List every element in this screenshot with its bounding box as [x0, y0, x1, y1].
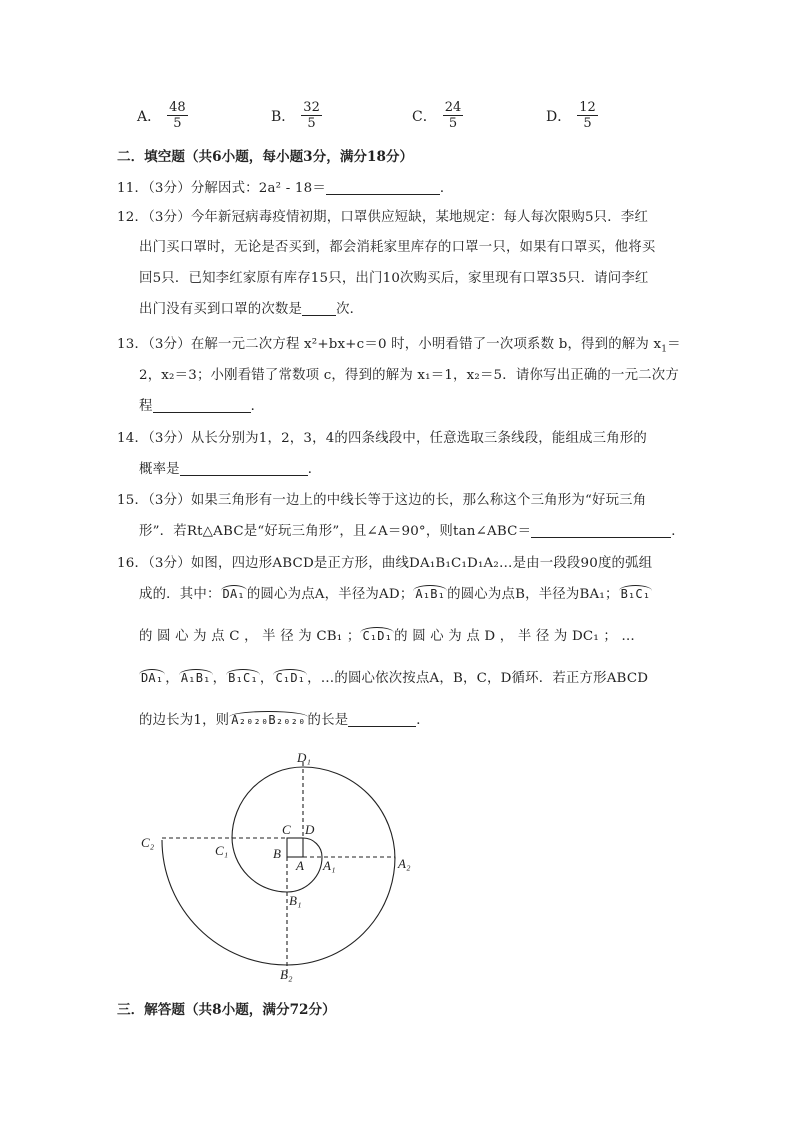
square-abcd — [287, 838, 303, 857]
section-3-title: 三．解答题（共8小题，满分72分） — [117, 1002, 336, 1018]
q12-line-3: 回5只．已知李红家原有库存15只，出门10次购买后，家里现有口罩35只．请问李红 — [139, 271, 649, 286]
numerator: 12 — [579, 100, 596, 115]
q16-answer-blank[interactable] — [348, 712, 416, 727]
option-letter: A． — [137, 108, 162, 125]
option-c[interactable] — [412, 100, 463, 131]
q12-line-2: 出门买口罩时，无论是否买到，都会消耗家里库存的口罩一只，如果有口罩买，他将买 — [139, 240, 656, 255]
q15-answer-blank[interactable] — [531, 523, 671, 538]
label-a1: A₁ — [323, 858, 336, 873]
q13-text-b: ＝ — [667, 337, 681, 352]
arc-list-item: A₁B₁ — [180, 671, 211, 685]
denominator: 5 — [448, 116, 458, 131]
numerator: 32 — [303, 100, 320, 115]
arc-c1-d1 — [232, 767, 303, 838]
q14-end: ． — [307, 462, 322, 477]
option-a[interactable] — [137, 100, 188, 131]
denominator: 5 — [583, 116, 592, 131]
q14-line-1: 14．（3分）从长分别为1，2，3，4的四条线段中，任意选取三条线段，能组成三角形的 — [117, 431, 648, 446]
q13-line-2: 2，x₂＝3；小刚看错了常数项 c，得到的解为 x₁＝1，x₂＝5．请你写出正确的一元二次方 — [139, 368, 679, 383]
q13-sub: 1 — [661, 344, 668, 355]
q15-line-2 — [139, 520, 685, 539]
q16-line-4: DA₁ ， A₁B₁ ， B₁C₁ ， C₁D₁ ，…的圆心依次按点A，B，C，D循环．若正方形ABCD — [141, 671, 649, 686]
arc-a2-b2 — [287, 857, 395, 965]
q16-end: ． — [416, 713, 430, 728]
arc-c1d1: C₁D₁ — [362, 629, 393, 643]
label-c: C — [282, 822, 291, 837]
q15-line-1: 15．（3分）如果三角形有一边上的中线长等于这边的长，那么称这个三角形为“好玩三角 — [117, 493, 647, 508]
label-d1: D₁ — [297, 750, 311, 765]
q12-line-1: 12．（3分）今年新冠病毒疫情初期，口罩供应短缺，某地规定：每人每次限购5只．李红 — [117, 210, 649, 225]
arc-list-item: DA₁ — [141, 671, 164, 685]
q16-text-d: 的 圆 心 为 点 C ， 半 径 为 CB₁ ； — [139, 629, 361, 644]
q14-text: 概率是 — [139, 462, 180, 477]
arc-a2020b2020: A₂₀₂₀B₂₀₂₀ — [231, 713, 306, 727]
label-a: A — [296, 858, 304, 873]
option-fraction — [443, 100, 464, 131]
label-b2: B₂ — [280, 967, 293, 982]
arc-b1c1: B₁C₁ — [620, 587, 651, 601]
option-d[interactable] — [546, 100, 598, 131]
option-letter: C． — [412, 108, 437, 125]
q13-text-a: 13．（3分）在解一元二次方程 x²+bx+c＝0 时，小明看错了一次项系数 b，得到的解为 x — [117, 337, 662, 352]
q12-end: 次． — [336, 302, 364, 317]
arc-list-item: B₁C₁ — [228, 671, 258, 685]
label-a2: A₂ — [398, 856, 411, 871]
q12-answer-blank[interactable] — [302, 301, 336, 316]
denominator: 5 — [307, 116, 316, 131]
option-fraction — [577, 100, 598, 131]
q16-line-2 — [139, 583, 652, 602]
q16-text-g: 的边长为1，则 — [139, 713, 230, 728]
arc-d1-a2 — [303, 767, 395, 859]
section-2-title: 二．填空题（共6小题，每小题3分，满分18分） — [117, 149, 414, 165]
label-d: D — [305, 822, 315, 837]
q15-end: ． — [671, 524, 685, 539]
arc-b2-c2 — [162, 840, 287, 965]
q16-line-1: 16．（3分）如图，四边形ABCD是正方形，曲线DA₁B₁C₁D₁A₂…是由一段段90度的弧组 — [117, 556, 653, 571]
q15-text: 形”．若Rt△ABC是“好玩三角形”，且∠A＝90°，则tan∠ABC＝ — [139, 524, 532, 539]
denominator: 5 — [173, 116, 182, 131]
numerator: 48 — [169, 100, 186, 115]
q13-end: ． — [250, 399, 265, 414]
question-11 — [117, 177, 454, 196]
arc-d-a1 — [303, 838, 322, 857]
q11-answer-blank[interactable] — [326, 180, 440, 195]
option-fraction — [301, 100, 322, 131]
q16-line-3 — [139, 625, 635, 644]
q13-line-3 — [139, 395, 264, 414]
arc-a1b1: A₁B₁ — [415, 587, 446, 601]
q13-line-1 — [117, 333, 681, 355]
numerator: 24 — [444, 100, 462, 115]
q12-line-4 — [139, 298, 363, 317]
option-letter: B． — [271, 108, 296, 125]
q16-text-h: 的长是 — [307, 713, 349, 728]
option-b[interactable] — [271, 100, 322, 131]
arc-a1-b1 — [287, 857, 322, 892]
option-fraction — [167, 100, 188, 131]
q12-text: 出门没有买到口罩的次数是 — [139, 302, 303, 317]
q16-text-a: 成的．其中： — [139, 587, 221, 602]
q14-answer-blank[interactable] — [180, 461, 308, 476]
label-b1: B₁ — [289, 893, 302, 908]
q13-answer-blank[interactable] — [153, 398, 251, 413]
label-c2: C₂ — [141, 835, 155, 850]
q16-text-e: 的 圆 心 为 点 D ， 半 径 为 DC₁ ； … — [394, 629, 636, 644]
q11-end: ． — [439, 181, 454, 196]
q13-text: 程 — [139, 399, 153, 414]
arc-da1: DA₁ — [222, 587, 245, 601]
label-b: B — [273, 846, 281, 861]
arc-list-item: C₁D₁ — [275, 671, 306, 685]
q14-line-2 — [139, 458, 321, 477]
option-letter: D． — [546, 108, 572, 125]
q16-text-b: 的圆心为点A，半径为AD； — [246, 587, 414, 602]
q16-text-c: 的圆心为点B，半径为BA₁； — [447, 587, 619, 602]
q11-text: 11．（3分）分解因式：2a² - 18＝ — [117, 181, 326, 196]
spiral-figure — [120, 740, 450, 990]
q16-line-5 — [139, 709, 430, 728]
q16-text-f: …的圆心依次按点A，B，C，D循环．若正方形ABCD — [320, 671, 649, 686]
label-c1: C₁ — [215, 843, 229, 858]
